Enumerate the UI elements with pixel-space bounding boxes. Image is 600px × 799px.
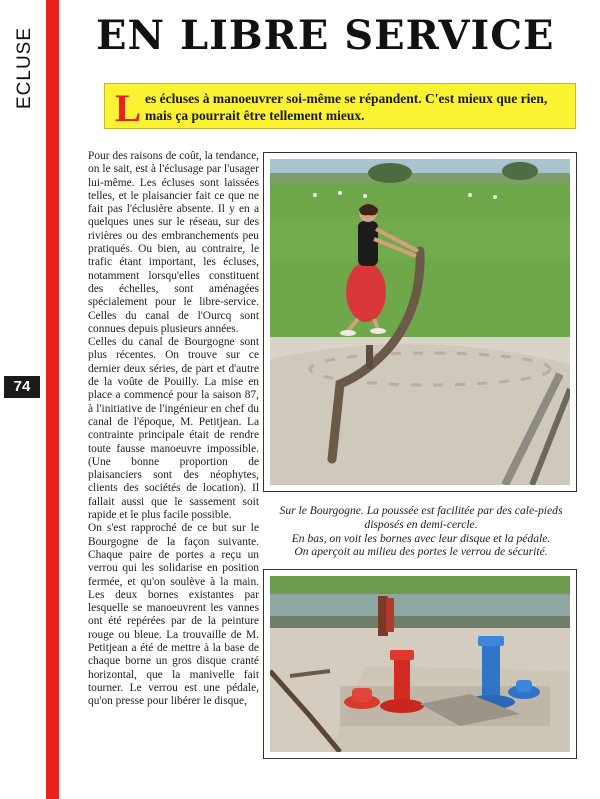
page-number: 74	[4, 376, 40, 398]
photo-caption	[266, 504, 576, 559]
section-label-text: ECLUSE	[14, 26, 35, 110]
caption-line-3: En bas, on voit les bornes avec leur disque et la pédale.	[291, 531, 551, 545]
article-body: Pour des raisons de coût, la tendance, on le sait, est à l'éclusage par l'usager lui-même. Les écluses sont laissées telles, et le plaisancier fait ce que ne fait pas l'éclusière absente. Il y en a quelques unes sur le réseau, sur des rivières ou des embranchements peu pratiqués. Ou bien, au contraire, le trafic étant important, les écluses, notamment lorsqu'elles constituent des échelles, sont aménagées spécialement pour le libre-service. Celles du canal de l'Ourcq sont connues depuis plusieurs années. Celles du canal de Bourgogne sont plus récentes. On trouve sur ce dernier deux séries, de part et d'autre de la voûte de Pouilly. La mise en place a commencé pour la saison 87, à l'initiative de l'ingénieur en chef du canal de l'époque, M. Petitjean. La contrainte principale était de rendre toute fausse manoeuvre impossible. (Une bonne proportion de plaisanciers sont des néophytes, clients des sociétés de location). Il fallait aussi que le sassement soit rapide et le plus facile possible. On s'est rapproché de ce but sur le Bourgogne de la façon suivante. Chaque paire de portes a reçu un verrou qui les solidarise en position fermée, et qu'on soulève à la main. Les deux bornes existantes par lesquelle se manoeuvrent les vannes ont été repérées par de la peinture rouge ou bleue. La trouvaille de M. Petitjean a été de mettre à la base de chaque borne un gros disque cranté horizontal, que la manivelle fait tourner. Le verrou est une pédale, qu'on presse pour libérer le disque,	[88, 150, 259, 708]
intro-dropcap: L	[115, 87, 142, 130]
photo-lock-gate-pushing-image	[270, 159, 570, 485]
intro-text: es écluses à manoeuvrer soi-même se répandent. C'est mieux que rien, mais ça pourrait être tellement mieux.	[145, 91, 548, 123]
photo-lock-bollards-image	[270, 576, 570, 752]
intro-box	[104, 83, 576, 129]
caption-line-2: disposés en demi-cercle.	[364, 517, 478, 531]
photo-lock-gate-pushing	[263, 152, 577, 492]
section-label	[8, 8, 42, 128]
red-margin-bar	[46, 0, 59, 799]
photo-lock-bollards	[263, 569, 577, 759]
article-title: EN LIBRE SERVICE	[96, 12, 555, 59]
caption-line-4: On aperçoit au milieu des portes le verrou de sécurité.	[294, 545, 548, 559]
caption-line-1: Sur le Bourgogne. La poussée est facilitée par des cale-pieds	[279, 504, 563, 517]
